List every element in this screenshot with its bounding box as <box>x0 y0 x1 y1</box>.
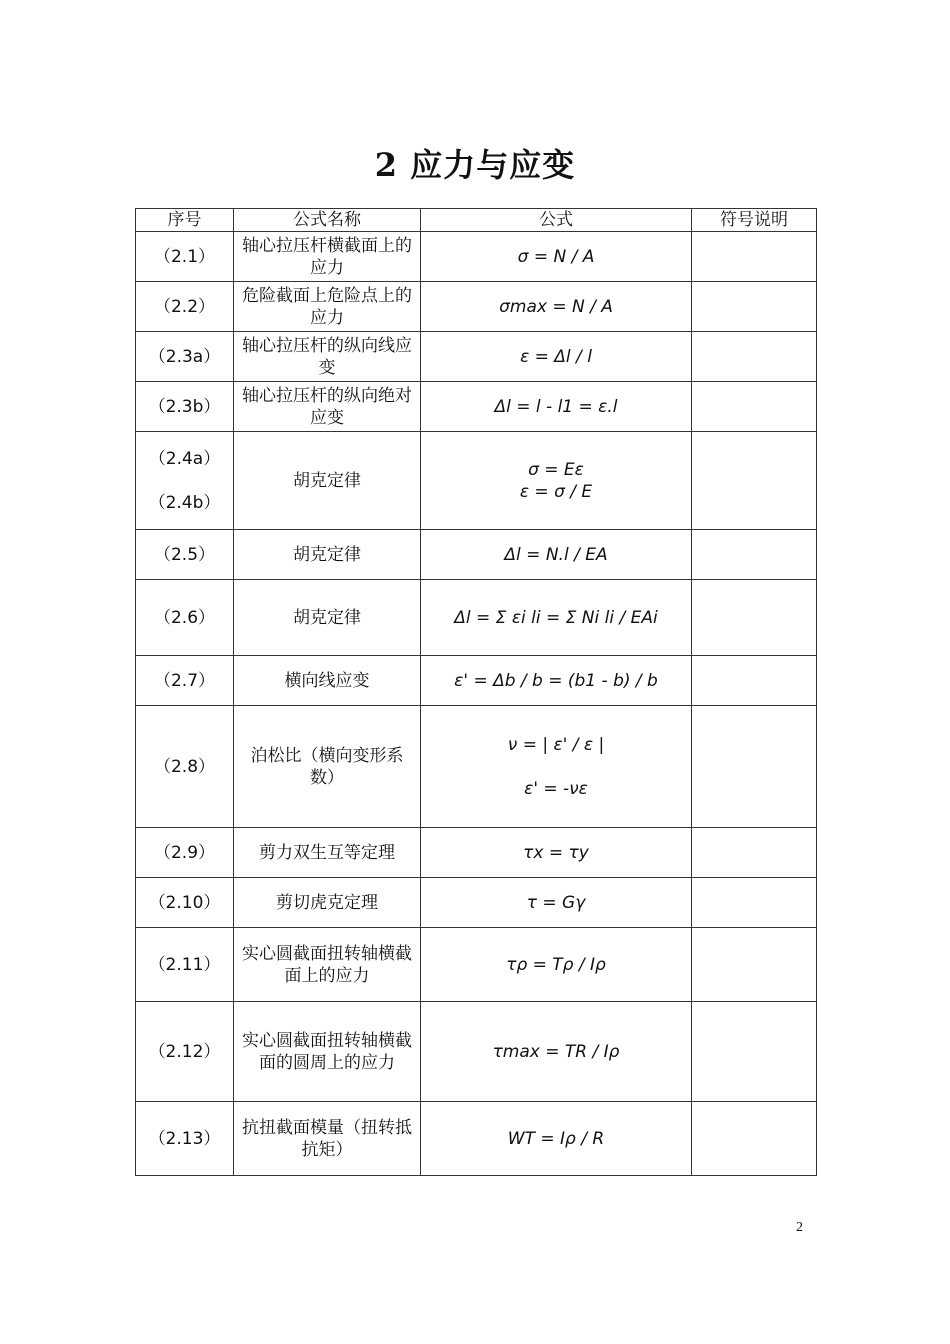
header-notes: 符号说明 <box>692 209 817 232</box>
formula-notes <box>692 232 817 282</box>
header-no: 序号 <box>136 209 234 232</box>
formula-no: （2.3b） <box>136 382 234 432</box>
formula-no: （2.4a） （2.4b） <box>136 432 234 530</box>
page-number: 2 <box>796 1220 803 1235</box>
formula-name: 胡克定律 <box>234 530 421 580</box>
formula-name: 实心圆截面扭转轴横截面的圆周上的应力 <box>234 1002 421 1102</box>
table-row <box>136 282 817 332</box>
formula-expression: ε' = Δb / b = (b1 - b) / b <box>421 656 692 706</box>
formula-expression: ν = | ε' / ε | ε' = -νε <box>421 706 692 828</box>
formula-no: （2.5） <box>136 530 234 580</box>
page-title: 2 应力与应变 <box>374 146 576 184</box>
formula-no: （2.1） <box>136 232 234 282</box>
formula-expression: Δl = l - l1 = ε.l <box>421 382 692 432</box>
formula-notes <box>692 706 817 828</box>
header-name: 公式名称 <box>234 209 421 232</box>
formula-notes <box>692 282 817 332</box>
table-row <box>136 332 817 382</box>
formula-expression: τx = τy <box>421 828 692 878</box>
formula-expression: ε = Δl / l <box>421 332 692 382</box>
formula-notes <box>692 432 817 530</box>
formula-expression: Δl = N.l / EA <box>421 530 692 580</box>
table-row <box>136 828 817 878</box>
table-row <box>136 232 817 282</box>
formula-name: 胡克定律 <box>234 432 421 530</box>
formula-notes <box>692 382 817 432</box>
table-row <box>136 530 817 580</box>
formula-expression: τρ = Tρ / Iρ <box>421 928 692 1002</box>
table-row <box>136 928 817 1002</box>
table-header-row <box>136 209 817 232</box>
formula-table <box>135 208 817 1176</box>
formula-notes <box>692 530 817 580</box>
formula-notes <box>692 828 817 878</box>
table-row <box>136 656 817 706</box>
formula-notes <box>692 928 817 1002</box>
formula-name: 危险截面上危险点上的应力 <box>234 282 421 332</box>
table-row <box>136 580 817 656</box>
formula-name: 抗扭截面模量（扭转抵抗矩） <box>234 1102 421 1176</box>
table-row <box>136 382 817 432</box>
formula-no: （2.7） <box>136 656 234 706</box>
formula-no: （2.12） <box>136 1002 234 1102</box>
formula-name: 轴心拉压杆横截面上的应力 <box>234 232 421 282</box>
formula-notes <box>692 1102 817 1176</box>
formula-name: 剪切虎克定理 <box>234 878 421 928</box>
table-row <box>136 1002 817 1102</box>
formula-name: 泊松比（横向变形系数） <box>234 706 421 828</box>
table-row <box>136 432 817 530</box>
formula-notes <box>692 332 817 382</box>
table-body <box>136 232 817 1176</box>
formula-no: （2.13） <box>136 1102 234 1176</box>
formula-notes <box>692 580 817 656</box>
formula-no: （2.8） <box>136 706 234 828</box>
formula-no: （2.3a） <box>136 332 234 382</box>
formula-no: （2.2） <box>136 282 234 332</box>
formula-name: 轴心拉压杆的纵向绝对应变 <box>234 382 421 432</box>
formula-notes <box>692 878 817 928</box>
formula-expression: σ = N / A <box>421 232 692 282</box>
formula-expression: σmax = N / A <box>421 282 692 332</box>
formula-expression: Δl = Σ εi li = Σ Ni li / EAi <box>421 580 692 656</box>
formula-expression: WT = Iρ / R <box>421 1102 692 1176</box>
formula-no: （2.10） <box>136 878 234 928</box>
table-row <box>136 878 817 928</box>
formula-name: 横向线应变 <box>234 656 421 706</box>
formula-name: 剪力双生互等定理 <box>234 828 421 878</box>
formula-expression: σ = Eε ε = σ / E <box>421 432 692 530</box>
formula-expression: τmax = TR / Iρ <box>421 1002 692 1102</box>
table-row <box>136 706 817 828</box>
formula-notes <box>692 656 817 706</box>
table-row <box>136 1102 817 1176</box>
formula-name: 实心圆截面扭转轴横截面上的应力 <box>234 928 421 1002</box>
formula-no: （2.11） <box>136 928 234 1002</box>
formula-no: （2.9） <box>136 828 234 878</box>
formula-no: （2.6） <box>136 580 234 656</box>
header-formula: 公式 <box>421 209 692 232</box>
formula-name: 胡克定律 <box>234 580 421 656</box>
formula-expression: τ = Gγ <box>421 878 692 928</box>
formula-name: 轴心拉压杆的纵向线应变 <box>234 332 421 382</box>
formula-notes <box>692 1002 817 1102</box>
